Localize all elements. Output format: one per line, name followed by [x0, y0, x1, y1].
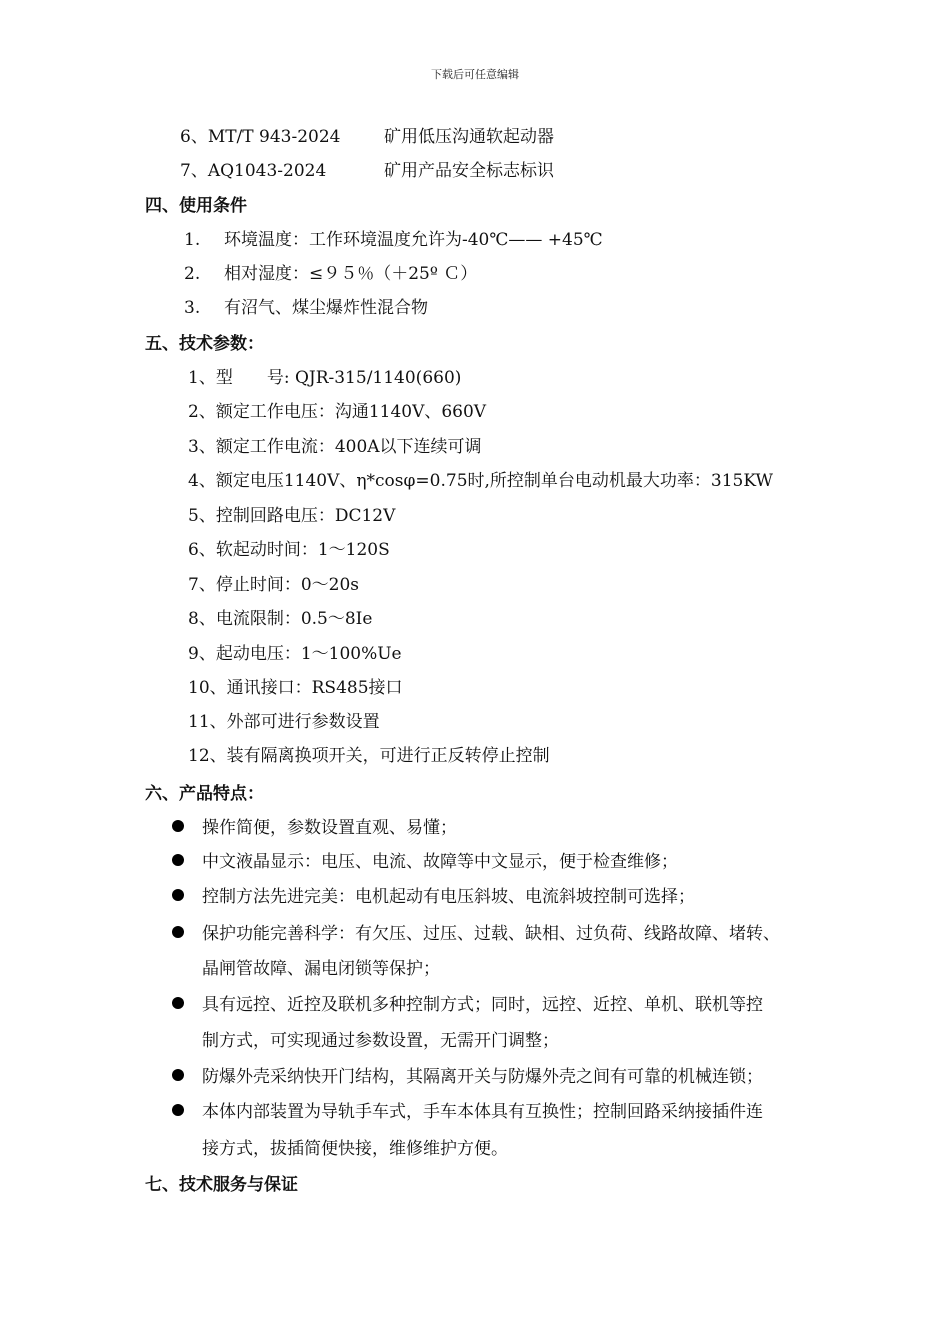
- bullet-icon: [172, 926, 184, 938]
- parameter-item: 3、额定工作电流：400A以下连续可调: [188, 437, 482, 457]
- standard-number: 6、MT/T 943-2024: [180, 127, 341, 147]
- standard-name: 矿用低压沟通软起动器: [384, 127, 554, 147]
- parameter-item: 2、额定工作电压：沟通1140V、660V: [188, 402, 487, 422]
- page-header: 下载后可任意编辑: [431, 68, 519, 81]
- feature-item-continuation: 制方式，可实现通过参数设置，无需开门调整；: [202, 1031, 559, 1051]
- parameter-item: 4、额定电压1140V、η*cosφ=0.75时,所控制单台电动机最大功率：315KW: [188, 471, 773, 491]
- section-4-title: 四、使用条件: [145, 196, 247, 216]
- condition-item: 2. 相对湿度：≤９５％（＋25º Ｃ）: [184, 264, 478, 284]
- bullet-icon: [172, 820, 184, 832]
- standard-item-6: [180, 126, 554, 148]
- standard-item-7: [180, 160, 554, 182]
- parameter-item: 10、通讯接口：RS485接口: [188, 678, 403, 698]
- standard-number: 7、AQ1043-2024: [180, 161, 327, 181]
- parameter-item: 5、控制回路电压：DC12V: [188, 506, 396, 526]
- feature-item-continuation: 接方式，拔插简便快接，维修维护方便。: [202, 1139, 508, 1159]
- parameter-item: 12、装有隔离换项开关，可进行正反转停止控制: [188, 746, 550, 766]
- parameter-item: 7、停止时间：0～20s: [188, 575, 359, 595]
- bullet-icon: [172, 1069, 184, 1081]
- parameter-item: 9、起动电压：1～100%Ue: [188, 644, 402, 664]
- bullet-icon: [172, 1104, 184, 1116]
- parameter-item: 11、外部可进行参数设置: [188, 712, 380, 732]
- parameter-item: 8、电流限制：0.5～8Ie: [188, 609, 373, 629]
- condition-item: 1. 环境温度：工作环境温度允许为-40℃—— +45℃: [184, 230, 603, 250]
- standard-name: 矿用产品安全标志标识: [384, 161, 554, 181]
- feature-item-continuation: 晶闸管故障、漏电闭锁等保护；: [202, 959, 440, 979]
- section-5-title: 五、技术参数：: [145, 334, 264, 354]
- document-page: 下载后可任意编辑 6、MT/T 943-2024 矿用低压沟通软起动器 7、AQ1043-2024 矿用产品安全标志标识 四、使用条件 1. 环境温度：工作环境温度允许为-40℃—— +45℃ 2. 相对湿度：≤９５％（＋25º Ｃ） 3. 有沼气、煤尘爆炸性混合物 五、技术参数： 1、型 号: QJR-315/1140(660) 2、额定工作电压：沟通1140V、660V 3、额定工作电流：400A以下连续可调 4、额定电压1140V、η*cosφ=0.75时,所控制单台电动机最大功率：315KW 5、控制回路电压：DC12V 6、软起动时间：1～120S 7、停止时间：0～20s 8、电流限制：0.5～8Ie 9、起动电压：1～100%Ue 10、通讯接口：RS485接口 11、外部可进行参数设置 12、装有隔离换项开关，可进行正反转停止控制 六、产品特点： 操作简便，参数设置直观、易懂； 中文液晶显示：电压、电流、故障等中文显示，便于检查维修； 控制方法先进完美：电机起动有电压斜坡、电流斜坡控制可选择； 保护功能完善科学：有欠压、过压、过载、缺相、过负荷、线路故障、堵转、 晶闸管故障、漏电闭锁等保护； 具有远控、近控及联机多种控制方式；同时，远控、近控、单机、联机等控 制方式，可实现通过参数设置，无需开门调整； 防爆外壳采纳快开门结构，其隔离开关与防爆外壳之间有可靠的机械连锁； 本体内部装置为导轨手车式，手车本体具有互换性；控制回路采纳接插件连 接方式，拔插简便快接，维修维护方便。 七、技术服务与保证: [0, 0, 950, 1344]
- section-7-title: 七、技术服务与保证: [145, 1175, 298, 1195]
- bullet-icon: [172, 854, 184, 866]
- parameter-item: 6、软起动时间：1～120S: [188, 540, 390, 560]
- bullet-icon: [172, 889, 184, 901]
- bullet-icon: [172, 997, 184, 1009]
- parameter-item: 1、型 号: QJR-315/1140(660): [188, 368, 462, 388]
- condition-item: 3. 有沼气、煤尘爆炸性混合物: [184, 298, 428, 318]
- section-6-title: 六、产品特点：: [145, 784, 264, 804]
